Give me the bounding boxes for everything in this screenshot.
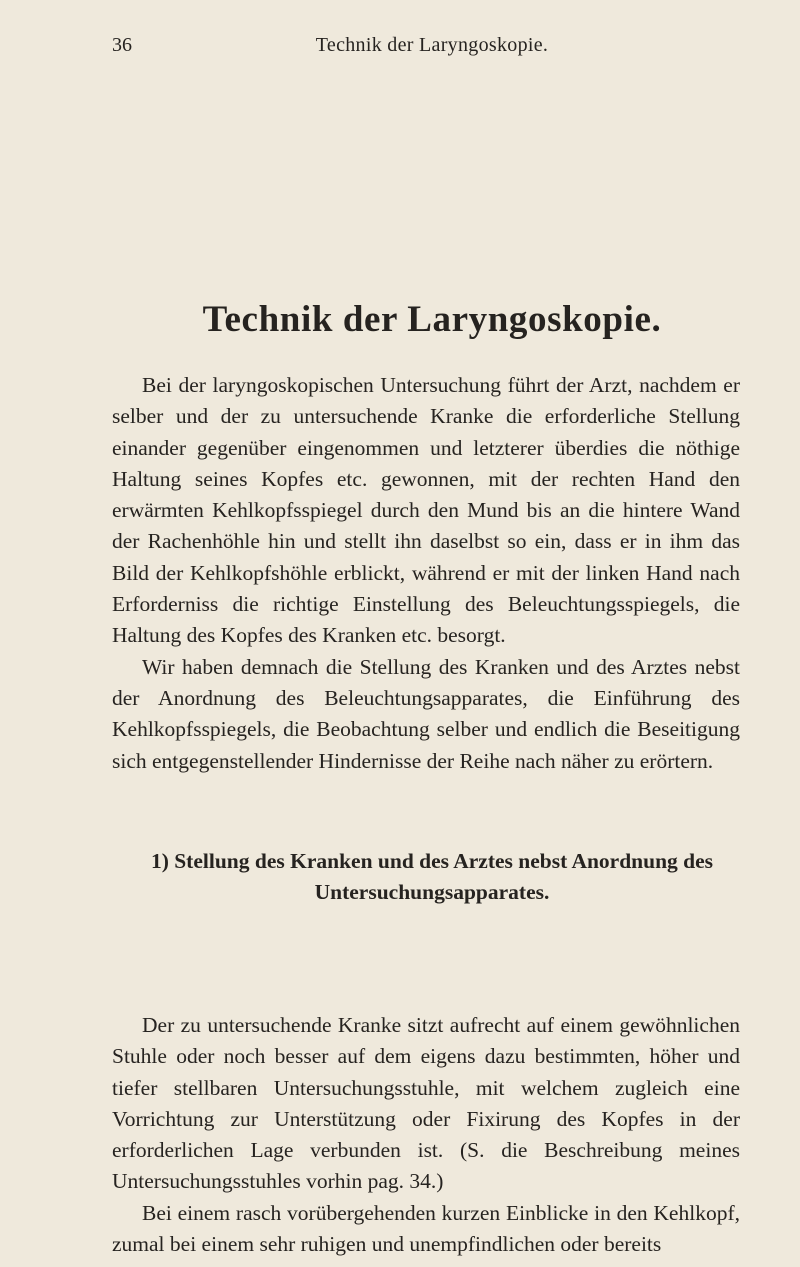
intro-text xyxy=(112,370,740,777)
paragraph: Wir haben demnach die Stellung des Kranken und des Arztes nebst der Anordnung des Beleuchtungsapparates, die Einführung des Kehlkopfsspiegels, die Beobachtung selber und endlich die Beseitigung sich entgegenstellender Hindernisse der Reihe nach näher zu erörtern. xyxy=(112,654,740,773)
paragraph: Bei der laryngoskopischen Untersuchung führt der Arzt, nachdem er selber und der zu untersuchende Kranke die erforderliche Stellung einander gegenüber eingenommen und letzterer überdies die nöthige Haltung seines Kopfes etc. gewonnen, mit der rechten Hand den erwärmten Kehlkopfsspiegel durch den Mund bis an die hintere Wand der Rachenhöhle hin und stellt ihn daselbst so ein, dass er in ihm das Bild der Kehlkopfshöhle erblickt, während er mit der linken Hand nach Erforderniss die richtige Einstellung des Beleuchtungsspiegels, die Haltung des Kopfes des Kranken etc. besorgt. xyxy=(112,373,740,648)
running-title: Technik der Laryngoskopie. xyxy=(315,34,549,56)
section-heading-line-2: Untersuchungsapparates. xyxy=(314,880,550,904)
page-number: 36 xyxy=(112,34,132,56)
running-header xyxy=(112,34,752,64)
paragraph: Der zu untersuchende Kranke sitzt aufrecht auf einem gewöhnlichen Stuhle oder noch besser auf dem eigens dazu bestimmten, höher und tiefer stellbaren Untersuchungsstuhle, mit welchem zugleich eine Vorrichtung zur Unterstützung oder Fixirung des Kopfes in der erforderlichen Lage verbunden ist. (S. die Beschreibung meines Untersuchungsstuhles vorhin pag. 34.) xyxy=(112,1013,740,1194)
section-heading-line-1: 1) Stellung des Kranken und des Arztes nebst Anordnung des xyxy=(150,849,714,873)
section-heading xyxy=(112,846,752,908)
section-text xyxy=(112,1010,740,1260)
paragraph: Bei einem rasch vorübergehenden kurzen Einblicke in den Kehlkopf, zumal bei einem sehr ruhigen und unempfindlichen oder bereits xyxy=(112,1200,740,1257)
chapter-title: Technik der Laryngoskopie. xyxy=(202,299,662,340)
